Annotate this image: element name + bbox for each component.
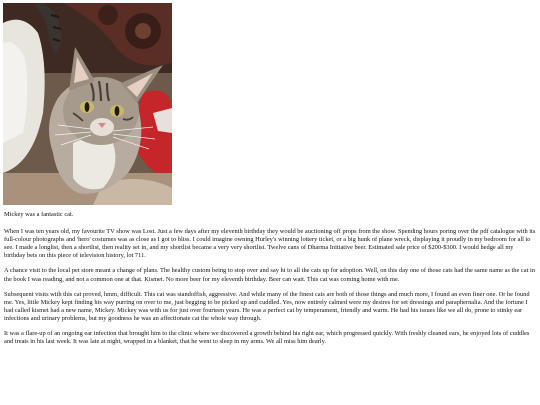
paragraph: Subsequent visits with this cat proved, hmm, difficult. This cat was standoffish, aggressive. And while many of the finest cats are both of those things and much more, I found an even finer one. Or he found me. Yes, little Mickey kept finding his way purring on over to me, just begging to be picked up and cuddled. Yes, now entirely calmed were my desires for set dressings and paraphernalia. And the fortune I had called kismet had a new name, Mickey. Mickey was with us for just over fourteen years. He was a perfect cat by temperament, friendly and warm. He had his issues like we all do, prone to stinky ear infections and urinary problems, but my goodness he was an affectionate cat the whole way through. [4, 290, 530, 322]
paragraph: A chance visit to the local pet store meant a change of plans. The healthy custom being to stop over and say hi to all the cats up for adoption. Well, on this day one of those cats had the same name as the cat in the book I was reading, and not a common one at that. Kismet. No more beer for my eleventh birthday. Beer can wait. This cat was coming home with me. [4, 267, 535, 283]
cat-photo [3, 3, 172, 205]
paragraph: When I was ten years old, my favourite TV show was Lost. Just a few days after my eleventh birthday they would be auctioning off props from the show. Spending hours poring over the pdf catalogue with its full-colour photographs and 'hero' costumes was as close as I got to bliss. I could imagine owning Hurley's winning lottery ticket, or a big hunk of plane wreck, displaying it proudly in my bedroom for all to see. I made a longlist, then a shortlist, then reality set in, and my shortlist became a very very shortlist. Twelve cans of Dharma Initiative beer. Estimated sale price of $200-$300. I would hedge all my birthday bets on this piece of television history, lot 711. [4, 228, 536, 260]
paragraph: It was a flare-up of an ongoing ear infection that brought him to the clinic where we discovered a growth behind his right ear, which progressed quickly. With freshly cleaned ears, he enjoyed lots of cuddles and treats in his last week. It was late at night, wrapped in a blanket, that he went to sleep in my arms. We all miss him dearly. [4, 330, 530, 346]
article-body [4, 211, 536, 353]
photo-caption: Mickey was a fantastic cat. [4, 211, 74, 218]
